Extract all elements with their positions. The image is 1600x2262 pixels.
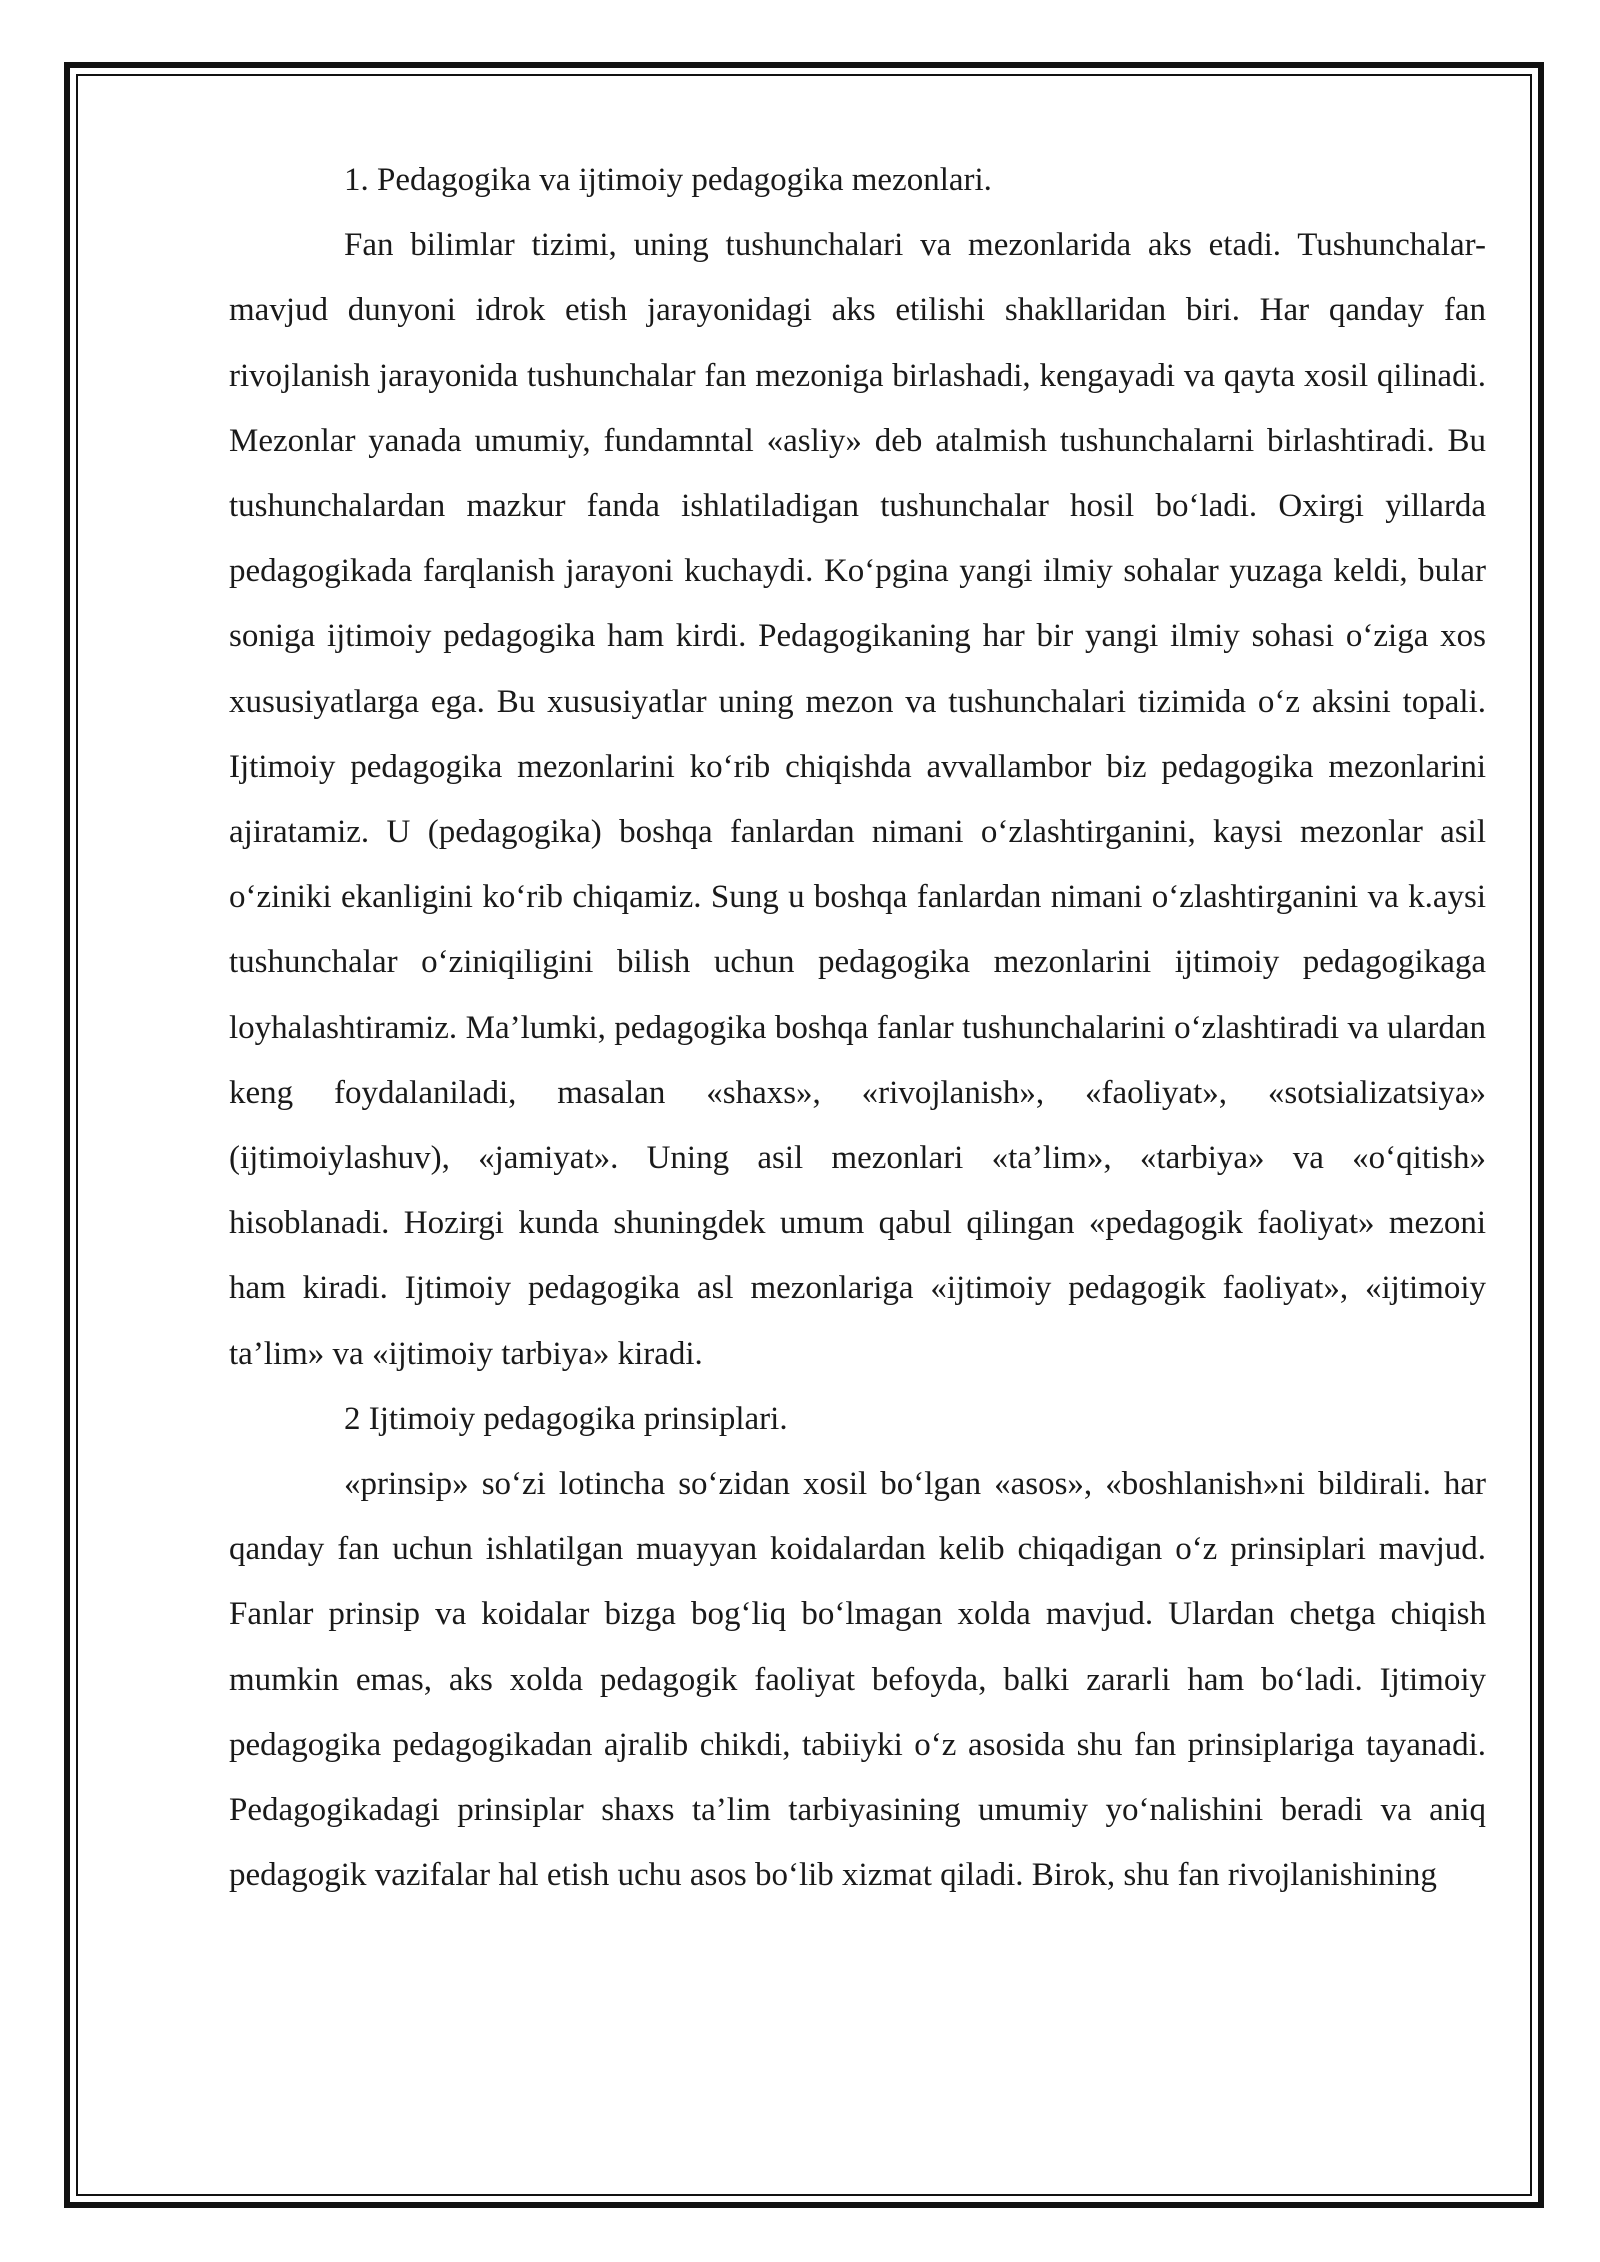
section-heading: 2 Ijtimoiy pedagogika prinsiplari. (344, 1400, 788, 1437)
document-body (229, 148, 1486, 1908)
section-heading: 1. Pedagogika va ijtimoiy pedagogika mezonlari. (344, 162, 992, 198)
body-paragraph: Fan bilimlar tizimi, uning tushunchalari va mezonlarida aks etadi. Tushunchalar-mavjud dunyoni idrok etish jarayonidagi aks etilishi shakllaridan biri. Har qanday fan rivojlanish jarayonida tushunchalar fan mezoniga birlashadi, kengayadi va qayta xosil qilinadi. Mezonlar yanada umumiy, fundamntal «asliy» deb atalmish tushunchalarni birlashtiradi. Bu tushunchalardan mazkur fanda ishlatiladigan tushunchalar hosil boʻladi. Oxirgi yillarda pedagogikada farqlanish jarayoni kuchaydi. Koʻpgina yangi ilmiy sohalar yuzaga keldi, bular soniga ijtimoiy pedagogika ham kirdi. Pedagogikaning har bir yangi ilmiy sohasi oʻziga xos xususiyatlarga ega. Bu xususiyatlar uning mezon va tushunchalari tizimida oʻz aksini topali. Ijtimoiy pedagogika mezonlarini koʻrib chiqishda avvallambor biz pedagogika mezonlarini ajiratamiz. U (pedagogika) boshqa fanlardan nimani oʻzlashtirganini, kaysi mezonlar asil oʻziniki ekanligini koʻrib chiqamiz. Sung u boshqa fanlardan nimani oʻzlashtirganini va k.aysi tushunchalar oʻziniqiligini bilish uchun pedagogika mezonlarini ijtimoiy pedagogikaga loyhalashtiramiz. Ma’lumki, pedagogika boshqa fanlar tushunchalarini oʻzlashtiradi va ulardan keng foydalaniladi, masalan «shaxs», «rivojlanish», «faoliyat», «sotsializatsiya» (ijtimoiylashuv), «jamiyat». Uning asil mezonlari «ta’lim», «tarbiya» va «oʻqitish» hisoblanadi. Hozirgi kunda shuningdek umum qabul qilingan «pedagogik faoliyat» mezoni ham kiradi. Ijtimoiy pedagogika asl mezonlariga «ijtimoiy pedagogik faoliyat», «ijtimoiy ta’lim» va «ijtimoiy tarbiya» kiradi. (229, 227, 1486, 1372)
body-paragraph: «prinsip» soʻzi lotincha soʻzidan xosil boʻlgan «asos», «boshlanish»ni bildirali. har qanday fan uchun ishlatilgan muayyan koidalardan kelib chiqadigan oʻz prinsiplari mavjud. Fanlar prinsip va koidalar bizga bogʻliq boʻlmagan xolda mavjud. Ulardan chetga chiqish mumkin emas, aks xolda pedagogik faoliyat befoyda, balki zararli ham boʻladi. Ijtimoiy pedagogika pedagogikadan ajralib chikdi, tabiiyki oʻz asosida shu fan prinsiplariga tayanadi. Pedagogikadagi prinsiplar shaxs ta’lim tarbiyasining umumiy yoʻnalishini beradi va aniq pedagogik vazifalar hal etish uchu asos boʻlib xizmat qiladi. Birok, shu fan rivojlanishining (229, 1466, 1486, 1894)
